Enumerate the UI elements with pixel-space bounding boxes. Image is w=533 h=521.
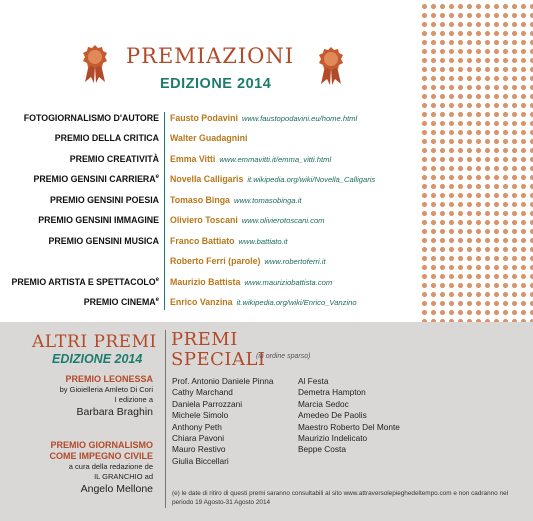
- list-item: Giulia Biccellari: [172, 455, 229, 466]
- edition-label: EDIZIONE 2014: [160, 76, 272, 92]
- premio-leonessa-title: PREMIO LEONESSA: [65, 374, 153, 384]
- award-url[interactable]: www.olivierotoscani.com: [241, 216, 325, 225]
- award-category: PREMIO DELLA CRITICA: [54, 133, 159, 143]
- award-url[interactable]: it.wikipedia.org/wiki/Enrico_Vanzino: [236, 298, 357, 307]
- speciali-column-2: [298, 376, 400, 456]
- list-item: Michele Simolo: [172, 410, 229, 421]
- award-row: [0, 192, 415, 210]
- altri-premi-edition: EDIZIONE 2014: [52, 352, 143, 366]
- premi-speciali-title: PREMI SPECIALI: [171, 329, 266, 370]
- award-url[interactable]: it.wikipedia.org/wiki/Novella_Calligaris: [247, 175, 376, 184]
- award-category: PREMIO CINEMA$^e$: [83, 297, 159, 307]
- premio-giornalismo-block: [49, 440, 153, 496]
- award-url[interactable]: www.tomasobinga.it: [233, 196, 302, 205]
- award-winner: Maurizio Battista: [170, 277, 241, 287]
- award-row: [0, 233, 415, 251]
- list-item: Maestro Roberto Del Monte: [298, 421, 400, 432]
- award-url[interactable]: www.robertoferri.it: [264, 257, 326, 266]
- panel-divider: [165, 330, 166, 508]
- premio-leonessa-winner: Barbara Braghin: [76, 406, 153, 418]
- premio-leonessa-block: [60, 374, 153, 419]
- speciali-column-1: [172, 376, 273, 467]
- lower-panel: [0, 322, 533, 521]
- premio-giornalismo-line: IL GRANCHIO ad: [94, 472, 153, 481]
- award-row: [0, 151, 415, 169]
- award-winner: Enrico Vanzina: [170, 297, 233, 307]
- award-category: PREMIO GENSINI CARRIERA$^e$: [33, 174, 159, 184]
- award-winner: Emma Vitti: [170, 154, 216, 164]
- page-title: PREMIAZIONI: [126, 44, 295, 68]
- list-item: Al Festa: [298, 376, 329, 386]
- award-winner: Fausto Podavini: [170, 113, 238, 123]
- list-item: Maurizio Indelicato: [298, 433, 368, 444]
- decorative-dot-pattern: [418, 0, 533, 322]
- award-row: [0, 130, 415, 148]
- award-category: PREMIO GENSINI POESIA: [49, 195, 159, 205]
- award-winner: Tomaso Binga: [170, 195, 230, 205]
- list-item: Marcia Sedoc: [298, 398, 349, 409]
- list-item: Cathy Marchand: [172, 387, 233, 398]
- award-row: [0, 253, 415, 271]
- award-url[interactable]: www.faustopodavini.eu/home.html: [241, 114, 358, 123]
- list-item: Prof. Antonio Daniele Pinna: [172, 376, 274, 386]
- award-winner: Roberto Ferri (parole): [170, 256, 261, 266]
- award-row: [0, 294, 415, 312]
- list-item: Demetra Hampton: [298, 387, 366, 398]
- award-url[interactable]: www.battiato.it: [238, 237, 288, 246]
- premio-leonessa-edition: I edizione a: [114, 395, 153, 404]
- award-url[interactable]: www.emmavitti.it/emma_vitti.html: [219, 155, 332, 164]
- award-row: [0, 212, 415, 230]
- medal-icon: [318, 46, 344, 86]
- premio-giornalismo-line: a cura della redazione de: [68, 462, 153, 471]
- award-winner: Novella Calligaris: [170, 174, 244, 184]
- list-item: Daniela Parrozzani: [172, 398, 243, 409]
- award-category: FOTOGIORNALISMO D'AUTORE: [23, 113, 159, 123]
- award-row: [0, 274, 415, 292]
- award-row: [0, 171, 415, 189]
- list-item: Chiara Pavoni: [172, 433, 225, 444]
- award-category: PREMIO GENSINI IMMAGINE: [38, 215, 159, 225]
- premio-giornalismo-title: PREMIO GIORNALISMO: [50, 440, 153, 450]
- award-category: PREMIO GENSINI MUSICA: [48, 236, 159, 246]
- list-item: Anthony Peth: [172, 421, 222, 432]
- premio-leonessa-sponsor: by Gioielleria Amleto Di Cori: [59, 385, 153, 394]
- list-item: Beppe Costa: [298, 444, 346, 455]
- award-winner: Oliviero Toscani: [170, 215, 238, 225]
- header: [78, 38, 353, 100]
- award-row: [0, 110, 415, 128]
- award-url[interactable]: www.mauriziobattista.com: [244, 278, 333, 287]
- medal-icon: [82, 44, 108, 84]
- altri-premi-title: ALTRI PREMI: [32, 332, 157, 352]
- award-winner: Franco Battiato: [170, 236, 235, 246]
- premi-speciali-note: (in ordine sparso): [256, 353, 311, 360]
- footnote: (e) le date di ritiro di questi premi saranno consultabili al sito www.attraversolepieghedeltempo.com e non cadranno nel periodo 19 Agosto-31 Agosto 2014: [172, 490, 509, 506]
- premio-giornalismo-subtitle: COME IMPEGNO CIVILE: [49, 451, 153, 461]
- list-item: Amedeo De Paolis: [298, 410, 367, 421]
- award-winner: Walter Guadagnini: [170, 133, 248, 143]
- award-category: PREMIO CREATIVITÀ: [69, 154, 159, 164]
- award-category: PREMIO ARTISTA E SPETTACOLO$^e$: [11, 277, 159, 287]
- list-item: Mauro Restivo: [172, 444, 226, 455]
- premio-giornalismo-winner: Angelo Mellone: [80, 483, 153, 495]
